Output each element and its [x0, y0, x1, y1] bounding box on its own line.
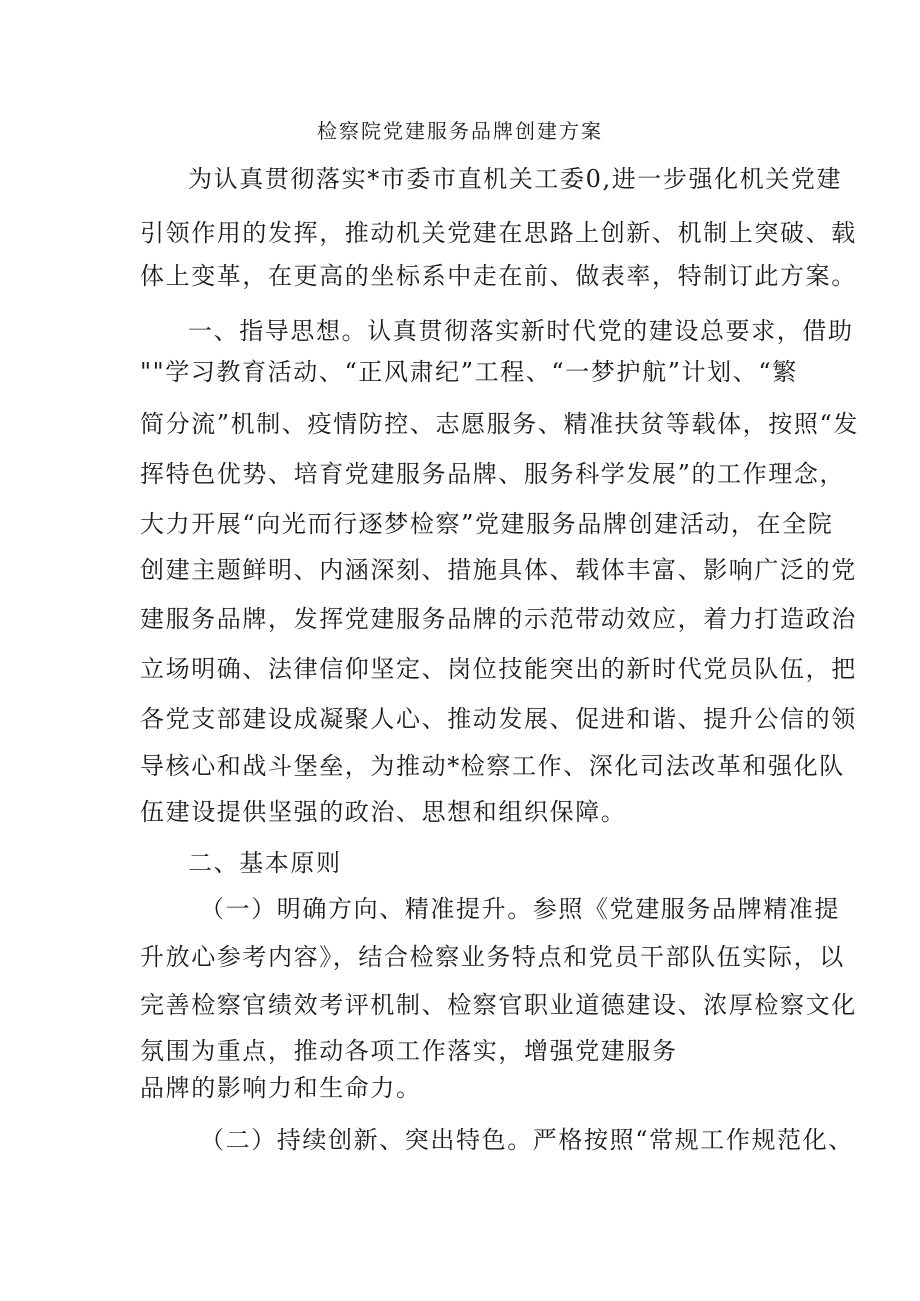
paragraph-line: 导核心和战斗堡垒，为推动*检察工作、深化司法改革和强化队	[140, 752, 845, 780]
paragraph-line: 挥特色优势、培育党建服务品牌、服务科学发展”的工作理念，	[140, 460, 846, 488]
paragraph-line: 简分流”机制、疫情防控、志愿服务、精准扶贫等载体，按照“发	[140, 410, 859, 438]
paragraph-line: 大力开展“向光而行逐梦检察”党建服务品牌创建活动，在全院	[140, 510, 834, 538]
paragraph-line: 为认真贯彻落实*市委市直机关工委0,进一步强化机关党建	[188, 165, 843, 193]
paragraph-line: 体上变革，在更高的坐标系中走在前、做表率，特制订此方案。	[140, 262, 857, 290]
section-heading-line: 二、基本原则	[188, 849, 342, 877]
paragraph-line: ""学习教育活动、“正风肃纪”工程、“一梦护航”计划、“繁	[140, 358, 798, 386]
paragraph-line: 氛围为重点，推动各项工作落实，增强党建服务	[140, 1037, 678, 1065]
subsection-heading-line: （一）明确方向、精准提升。参照《党建服务品牌精准提	[200, 895, 840, 923]
section-heading-line: 一、指导思想。认真贯彻落实新时代党的建设总要求，借助	[188, 317, 854, 345]
paragraph-line: 建服务品牌，发挥党建服务品牌的示范带动效应，着力打造政治	[140, 605, 857, 633]
paragraph-line: 升放心参考内容》，结合检察业务特点和党员干部队伍实际，以	[140, 943, 845, 971]
paragraph-line: 伍建设提供坚强的政治、思想和组织保障。	[140, 798, 627, 826]
paragraph-line: 引领作用的发挥，推动机关党建在思路上创新、机制上突破、载	[140, 219, 857, 247]
paragraph-line: 创建主题鲜明、内涵深刻、措施具体、载体丰富、影响广泛的党	[140, 556, 857, 584]
subsection-heading-line: （二）持续创新、突出特色。严格按照“常规工作规范化、	[200, 1126, 854, 1154]
paragraph-line: 完善检察官绩效考评机制、检察官职业道德建设、浓厚检察文化	[140, 991, 857, 1019]
paragraph-line: 各党支部建设成凝聚人心、推动发展、促进和谐、提升公信的领	[140, 705, 857, 733]
paragraph-line: 立场明确、法律信仰坚定、岗位技能突出的新时代党员队伍，把	[140, 655, 857, 683]
document-title: 检察院党建服务品牌创建方案	[317, 119, 603, 143]
paragraph-line: 品牌的影响力和生命力。	[140, 1074, 422, 1102]
